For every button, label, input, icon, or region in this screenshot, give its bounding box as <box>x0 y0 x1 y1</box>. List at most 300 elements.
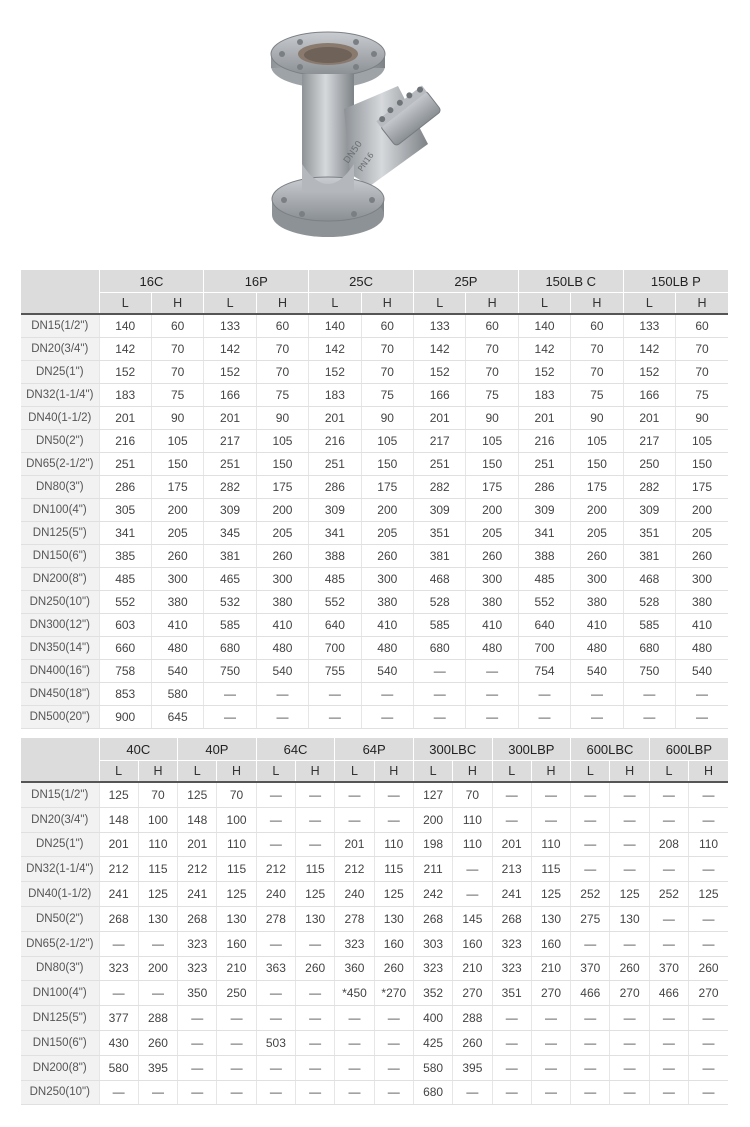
table-cell: 201 <box>414 407 466 430</box>
table-cell: — <box>466 660 518 683</box>
table-cell: 341 <box>309 522 361 545</box>
table-cell: 210 <box>217 956 256 981</box>
table-cell: — <box>138 931 177 956</box>
table-cell: 201 <box>99 832 138 857</box>
table-cell: 115 <box>217 857 256 882</box>
table-cell: — <box>335 783 374 807</box>
table-row <box>21 956 728 981</box>
table-cell: 201 <box>518 407 570 430</box>
table-cell: 110 <box>453 832 492 857</box>
table-cell: 410 <box>361 614 413 637</box>
table-cell: 251 <box>518 453 570 476</box>
table-cell: 540 <box>151 660 203 683</box>
table-cell: 260 <box>256 545 308 568</box>
table-cell: 90 <box>571 407 623 430</box>
table-cell: — <box>309 706 361 729</box>
table-row <box>21 683 728 706</box>
table-cell: 241 <box>178 882 217 907</box>
table-cell: 300 <box>256 568 308 591</box>
table-cell: 466 <box>649 981 688 1006</box>
table-cell: — <box>649 783 688 807</box>
table-row <box>21 1006 728 1031</box>
table-cell: — <box>623 706 675 729</box>
table-cell: — <box>296 1006 335 1031</box>
table-cell: 175 <box>466 476 518 499</box>
table-cell: 150 <box>676 453 728 476</box>
table-cell: 130 <box>296 906 335 931</box>
table-cell: 251 <box>309 453 361 476</box>
table-cell: — <box>138 981 177 1006</box>
table-cell: 160 <box>217 931 256 956</box>
table-cell: 288 <box>453 1006 492 1031</box>
table-cell: 260 <box>610 956 649 981</box>
table-cell: 160 <box>374 931 413 956</box>
table-cell: 309 <box>414 499 466 522</box>
table-cell: 278 <box>335 906 374 931</box>
column-group-header: 150LB P <box>623 270 728 293</box>
table-cell: 110 <box>531 832 570 857</box>
table-cell: 205 <box>256 522 308 545</box>
sub-column-header: H <box>610 761 649 783</box>
table-cell: — <box>374 1006 413 1031</box>
row-size-label: DN65(2-1/2") <box>21 453 99 476</box>
table-cell: 552 <box>99 591 151 614</box>
table-cell: 150 <box>151 453 203 476</box>
table-cell: 341 <box>99 522 151 545</box>
table-cell: 268 <box>99 906 138 931</box>
table-row <box>21 407 728 430</box>
table-cell: 341 <box>518 522 570 545</box>
table-row <box>21 807 728 832</box>
table-cell: 125 <box>610 882 649 907</box>
table-cell: 110 <box>217 832 256 857</box>
table-cell: 200 <box>138 956 177 981</box>
table-cell: 200 <box>256 499 308 522</box>
table-cell: 90 <box>151 407 203 430</box>
table-cell: 282 <box>623 476 675 499</box>
table-cell: — <box>649 857 688 882</box>
table-cell: 105 <box>151 430 203 453</box>
row-size-label: DN200(8") <box>21 1055 99 1080</box>
table-cell: — <box>204 706 256 729</box>
table-cell: 166 <box>623 384 675 407</box>
row-size-label: DN25(1") <box>21 832 99 857</box>
table-cell: — <box>256 807 295 832</box>
table-cell: 201 <box>492 832 531 857</box>
table-cell: — <box>676 706 728 729</box>
table-cell: 270 <box>531 981 570 1006</box>
table-cell: 130 <box>217 906 256 931</box>
row-size-label: DN15(1/2") <box>21 315 99 338</box>
table-row <box>21 384 728 407</box>
row-size-label: DN500(20") <box>21 706 99 729</box>
table-cell: 585 <box>623 614 675 637</box>
table-cell: — <box>689 1080 728 1105</box>
table-cell: 351 <box>623 522 675 545</box>
table-cell: 105 <box>571 430 623 453</box>
sub-column-header: H <box>217 761 256 783</box>
table-cell: — <box>531 783 570 807</box>
table-cell: 260 <box>296 956 335 981</box>
table-cell: — <box>453 1080 492 1105</box>
table-cell: 152 <box>623 361 675 384</box>
table-row <box>21 882 728 907</box>
table-cell: 528 <box>623 591 675 614</box>
table-cell: — <box>414 660 466 683</box>
table-cell: 275 <box>571 906 610 931</box>
table-cell: 142 <box>518 338 570 361</box>
table-cell: 205 <box>571 522 623 545</box>
table-cell: 75 <box>466 384 518 407</box>
table-cell: 603 <box>99 614 151 637</box>
table-cell: 183 <box>99 384 151 407</box>
table-cell: — <box>414 683 466 706</box>
table-row <box>21 453 728 476</box>
table-cell: 200 <box>361 499 413 522</box>
table-cell: 198 <box>413 832 452 857</box>
svg-text:PN16: PN16 <box>356 150 376 174</box>
sub-column-header: H <box>676 293 728 315</box>
svg-text:DN50: DN50 <box>342 139 365 166</box>
table-cell: 240 <box>256 882 295 907</box>
sub-column-header: H <box>361 293 413 315</box>
table-cell: 145 <box>453 906 492 931</box>
table-cell: *450 <box>335 981 374 1006</box>
sub-column-header: L <box>649 761 688 783</box>
table-cell: — <box>610 1055 649 1080</box>
table-cell: 133 <box>414 315 466 338</box>
table-cell: 110 <box>689 832 728 857</box>
table-cell: 680 <box>414 637 466 660</box>
table-cell: 758 <box>99 660 151 683</box>
table-cell: 309 <box>204 499 256 522</box>
table-cell: — <box>309 683 361 706</box>
table-cell: 201 <box>99 407 151 430</box>
table-cell: 125 <box>99 783 138 807</box>
table-cell: 252 <box>649 882 688 907</box>
table-cell: — <box>531 1006 570 1031</box>
table-cell: 350 <box>178 981 217 1006</box>
table-cell: — <box>571 1006 610 1031</box>
table-cell: — <box>531 1055 570 1080</box>
table-cell: 125 <box>531 882 570 907</box>
row-size-label: DN20(3/4") <box>21 338 99 361</box>
table-cell: — <box>649 1030 688 1055</box>
table-cell: 75 <box>256 384 308 407</box>
sub-column-header: L <box>178 761 217 783</box>
table-cell: — <box>335 1080 374 1105</box>
table-cell: — <box>571 1055 610 1080</box>
table-row <box>21 476 728 499</box>
table-cell: — <box>492 807 531 832</box>
sub-column-header: H <box>256 293 308 315</box>
column-group-header: 600LBP <box>649 738 728 761</box>
table-cell: 282 <box>414 476 466 499</box>
table-cell: 241 <box>99 882 138 907</box>
row-size-label: DN125(5") <box>21 522 99 545</box>
table-cell: 250 <box>217 981 256 1006</box>
sub-column-header: L <box>309 293 361 315</box>
table-row <box>21 783 728 807</box>
table-cell: — <box>571 1030 610 1055</box>
table-cell: 485 <box>518 568 570 591</box>
table-row <box>21 906 728 931</box>
table-cell: — <box>296 1030 335 1055</box>
table-cell: 125 <box>689 882 728 907</box>
table-cell: — <box>335 1055 374 1080</box>
table-cell: — <box>256 931 295 956</box>
table-cell: 150 <box>256 453 308 476</box>
table-cell: 468 <box>623 568 675 591</box>
table-cell: — <box>689 1006 728 1031</box>
table-cell: 260 <box>571 545 623 568</box>
table-cell: 183 <box>309 384 361 407</box>
table-cell: 270 <box>453 981 492 1006</box>
table-cell: 250 <box>623 453 675 476</box>
table-cell: 260 <box>466 545 518 568</box>
table-cell: 540 <box>361 660 413 683</box>
row-size-label: DN200(8") <box>21 568 99 591</box>
table-cell: 110 <box>453 807 492 832</box>
table-cell: 323 <box>413 956 452 981</box>
table-cell: 680 <box>204 637 256 660</box>
table-cell: 400 <box>413 1006 452 1031</box>
y-strainer-valve-icon <box>250 14 500 254</box>
table-cell: — <box>99 981 138 1006</box>
table-cell: 700 <box>309 637 361 660</box>
row-size-label: DN25(1") <box>21 361 99 384</box>
table-cell: 201 <box>309 407 361 430</box>
row-size-label: DN250(10") <box>21 1080 99 1105</box>
table-cell: 268 <box>413 906 452 931</box>
table-cell: 370 <box>649 956 688 981</box>
table-cell: 70 <box>256 361 308 384</box>
table-cell: 140 <box>518 315 570 338</box>
table-cell: 351 <box>492 981 531 1006</box>
table-cell: 130 <box>138 906 177 931</box>
table-cell: — <box>623 683 675 706</box>
table-cell: — <box>256 981 295 1006</box>
table-cell: 480 <box>151 637 203 660</box>
sub-column-header: L <box>204 293 256 315</box>
table-cell: 130 <box>610 906 649 931</box>
row-size-label: DN40(1-1/2) <box>21 407 99 430</box>
table-cell: — <box>296 931 335 956</box>
table-cell: 217 <box>623 430 675 453</box>
table-cell: 175 <box>571 476 623 499</box>
table-cell: — <box>374 1055 413 1080</box>
table-cell: 105 <box>361 430 413 453</box>
table-cell: 125 <box>374 882 413 907</box>
table-cell: 105 <box>256 430 308 453</box>
table-row <box>21 545 728 568</box>
table-cell: 152 <box>99 361 151 384</box>
table-cell: — <box>689 1030 728 1055</box>
table-cell: 70 <box>466 361 518 384</box>
table-cell: 288 <box>138 1006 177 1031</box>
table-cell: 142 <box>309 338 361 361</box>
table-cell: 130 <box>531 906 570 931</box>
table-cell: 465 <box>204 568 256 591</box>
table-cell: 303 <box>413 931 452 956</box>
table-cell: 660 <box>99 637 151 660</box>
table-cell: 309 <box>518 499 570 522</box>
table-cell: — <box>335 1030 374 1055</box>
corner-cell <box>21 270 99 314</box>
table-cell: 152 <box>518 361 570 384</box>
table-cell: — <box>610 1006 649 1031</box>
table-cell: 105 <box>676 430 728 453</box>
table-cell: — <box>689 906 728 931</box>
table-cell: 381 <box>414 545 466 568</box>
table-cell: 380 <box>361 591 413 614</box>
table-cell: 70 <box>217 783 256 807</box>
table-cell: 205 <box>151 522 203 545</box>
sub-column-header: L <box>414 293 466 315</box>
table-cell: 148 <box>99 807 138 832</box>
table-cell: — <box>492 783 531 807</box>
row-size-label: DN40(1-1/2) <box>21 882 99 907</box>
column-group-header: 64P <box>335 738 414 761</box>
table-cell: 75 <box>676 384 728 407</box>
sub-column-header: L <box>492 761 531 783</box>
table-cell: — <box>492 1080 531 1105</box>
table-cell: 110 <box>138 832 177 857</box>
sub-column-header: L <box>256 761 295 783</box>
table-cell: — <box>217 1080 256 1105</box>
table-cell: — <box>138 1080 177 1105</box>
table-cell: 251 <box>99 453 151 476</box>
table-cell: 100 <box>138 807 177 832</box>
table-cell: — <box>649 1055 688 1080</box>
table-cell: 380 <box>676 591 728 614</box>
row-size-label: DN32(1-1/4") <box>21 384 99 407</box>
table-cell: 480 <box>571 637 623 660</box>
table-cell: — <box>178 1080 217 1105</box>
table-cell: 125 <box>178 783 217 807</box>
table-cell: 175 <box>361 476 413 499</box>
table-cell: — <box>531 1080 570 1105</box>
table-cell: 183 <box>518 384 570 407</box>
table-cell: 381 <box>623 545 675 568</box>
table-cell: 323 <box>99 956 138 981</box>
table-cell: 60 <box>361 315 413 338</box>
table-cell: — <box>518 706 570 729</box>
table-cell: 217 <box>414 430 466 453</box>
table-cell: 90 <box>256 407 308 430</box>
table-cell: 251 <box>414 453 466 476</box>
table-cell: 410 <box>151 614 203 637</box>
table-cell: 750 <box>204 660 256 683</box>
table-cell: — <box>296 981 335 1006</box>
table-cell: 140 <box>99 315 151 338</box>
table-cell: 252 <box>571 882 610 907</box>
table-cell: — <box>296 1080 335 1105</box>
sub-column-header: L <box>413 761 452 783</box>
table-cell: 70 <box>571 338 623 361</box>
table-cell: 260 <box>374 956 413 981</box>
table-cell: 142 <box>414 338 466 361</box>
table-row <box>21 614 728 637</box>
table-cell: 410 <box>571 614 623 637</box>
sub-column-header: H <box>466 293 518 315</box>
table-cell: 260 <box>676 545 728 568</box>
table-cell: — <box>335 807 374 832</box>
table-cell: 140 <box>309 315 361 338</box>
table-cell: 430 <box>99 1030 138 1055</box>
sub-column-header: H <box>531 761 570 783</box>
table-cell: 381 <box>204 545 256 568</box>
table-cell: 278 <box>256 906 295 931</box>
table-cell: 70 <box>453 783 492 807</box>
spec-table-2 <box>21 738 728 1105</box>
table-cell: 900 <box>99 706 151 729</box>
table-cell: 60 <box>571 315 623 338</box>
table-cell: 580 <box>151 683 203 706</box>
table-cell: 580 <box>99 1055 138 1080</box>
table-cell: 175 <box>676 476 728 499</box>
table-cell: 211 <box>413 857 452 882</box>
table-cell: 148 <box>178 807 217 832</box>
table-cell: 385 <box>99 545 151 568</box>
table-row <box>21 1055 728 1080</box>
table-cell: 142 <box>99 338 151 361</box>
table-cell: 270 <box>610 981 649 1006</box>
sub-column-header: L <box>571 761 610 783</box>
table-cell: — <box>649 1006 688 1031</box>
table-cell: — <box>571 931 610 956</box>
table-cell: — <box>492 1030 531 1055</box>
table-cell: 360 <box>335 956 374 981</box>
column-group-header: 300LBP <box>492 738 571 761</box>
table-cell: 133 <box>623 315 675 338</box>
table-cell: — <box>676 683 728 706</box>
table-cell: — <box>571 683 623 706</box>
table-cell: — <box>361 683 413 706</box>
table-cell: 466 <box>571 981 610 1006</box>
column-group-header: 25C <box>309 270 414 293</box>
table-cell: — <box>374 1030 413 1055</box>
table-cell: — <box>256 1055 295 1080</box>
table-cell: 251 <box>204 453 256 476</box>
table-cell: 160 <box>531 931 570 956</box>
table-cell: 750 <box>623 660 675 683</box>
table-cell: 115 <box>374 857 413 882</box>
table-cell: 377 <box>99 1006 138 1031</box>
table-cell: — <box>296 832 335 857</box>
table-cell: — <box>99 1080 138 1105</box>
table-cell: 125 <box>138 882 177 907</box>
table-row <box>21 637 728 660</box>
table-cell: — <box>689 857 728 882</box>
table-cell: 286 <box>518 476 570 499</box>
table-cell: 425 <box>413 1030 452 1055</box>
table-cell: — <box>571 832 610 857</box>
table-cell: 212 <box>256 857 295 882</box>
table-cell: 200 <box>571 499 623 522</box>
table-cell: 90 <box>361 407 413 430</box>
sub-column-header: H <box>374 761 413 783</box>
table-cell: 540 <box>256 660 308 683</box>
table-cell: 60 <box>466 315 518 338</box>
row-size-label: DN350(14") <box>21 637 99 660</box>
table-cell: 388 <box>518 545 570 568</box>
table-cell: 152 <box>414 361 466 384</box>
table-cell: 210 <box>531 956 570 981</box>
table-cell: 201 <box>178 832 217 857</box>
table-cell: — <box>571 807 610 832</box>
table-cell: — <box>204 683 256 706</box>
